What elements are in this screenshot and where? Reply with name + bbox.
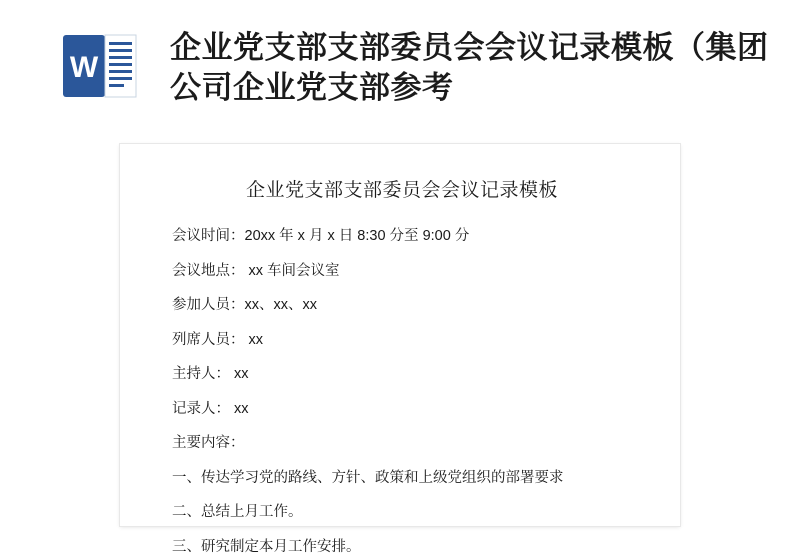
svg-text:W: W xyxy=(69,51,99,84)
document-line: 主要内容： xyxy=(172,435,245,451)
document-line: 一、传达学习党的路线、方针、政策和上级党组织的部署要求 xyxy=(172,469,564,486)
document-line: 记录人： xx xyxy=(172,400,249,417)
document-heading: 企业党支部支部委员会会议记录模板 xyxy=(245,180,558,201)
document-line: 会议地点： xx 车间会议室 xyxy=(172,262,340,279)
document-line: 二、总结上月工作。 xyxy=(172,504,303,520)
document-body xyxy=(120,144,680,557)
document-line: 会议时间：20xx 年 x 月 x 日 8:30 分至 9:00 分 xyxy=(172,228,470,244)
document-page-preview xyxy=(120,144,680,555)
word-document-icon xyxy=(63,29,137,103)
document-line: 三、研究制定本月工作安排。 xyxy=(172,538,361,555)
document-preview-header xyxy=(0,0,800,131)
document-line: 参加人员：xx、xx、xx xyxy=(172,297,317,313)
page-title: 企业党支部支部委员会会议记录模板（集团公司企业党支部参考 xyxy=(170,30,769,105)
document-line: 列席人员： xx xyxy=(172,331,264,348)
document-line: 主持人： xx xyxy=(172,366,249,382)
